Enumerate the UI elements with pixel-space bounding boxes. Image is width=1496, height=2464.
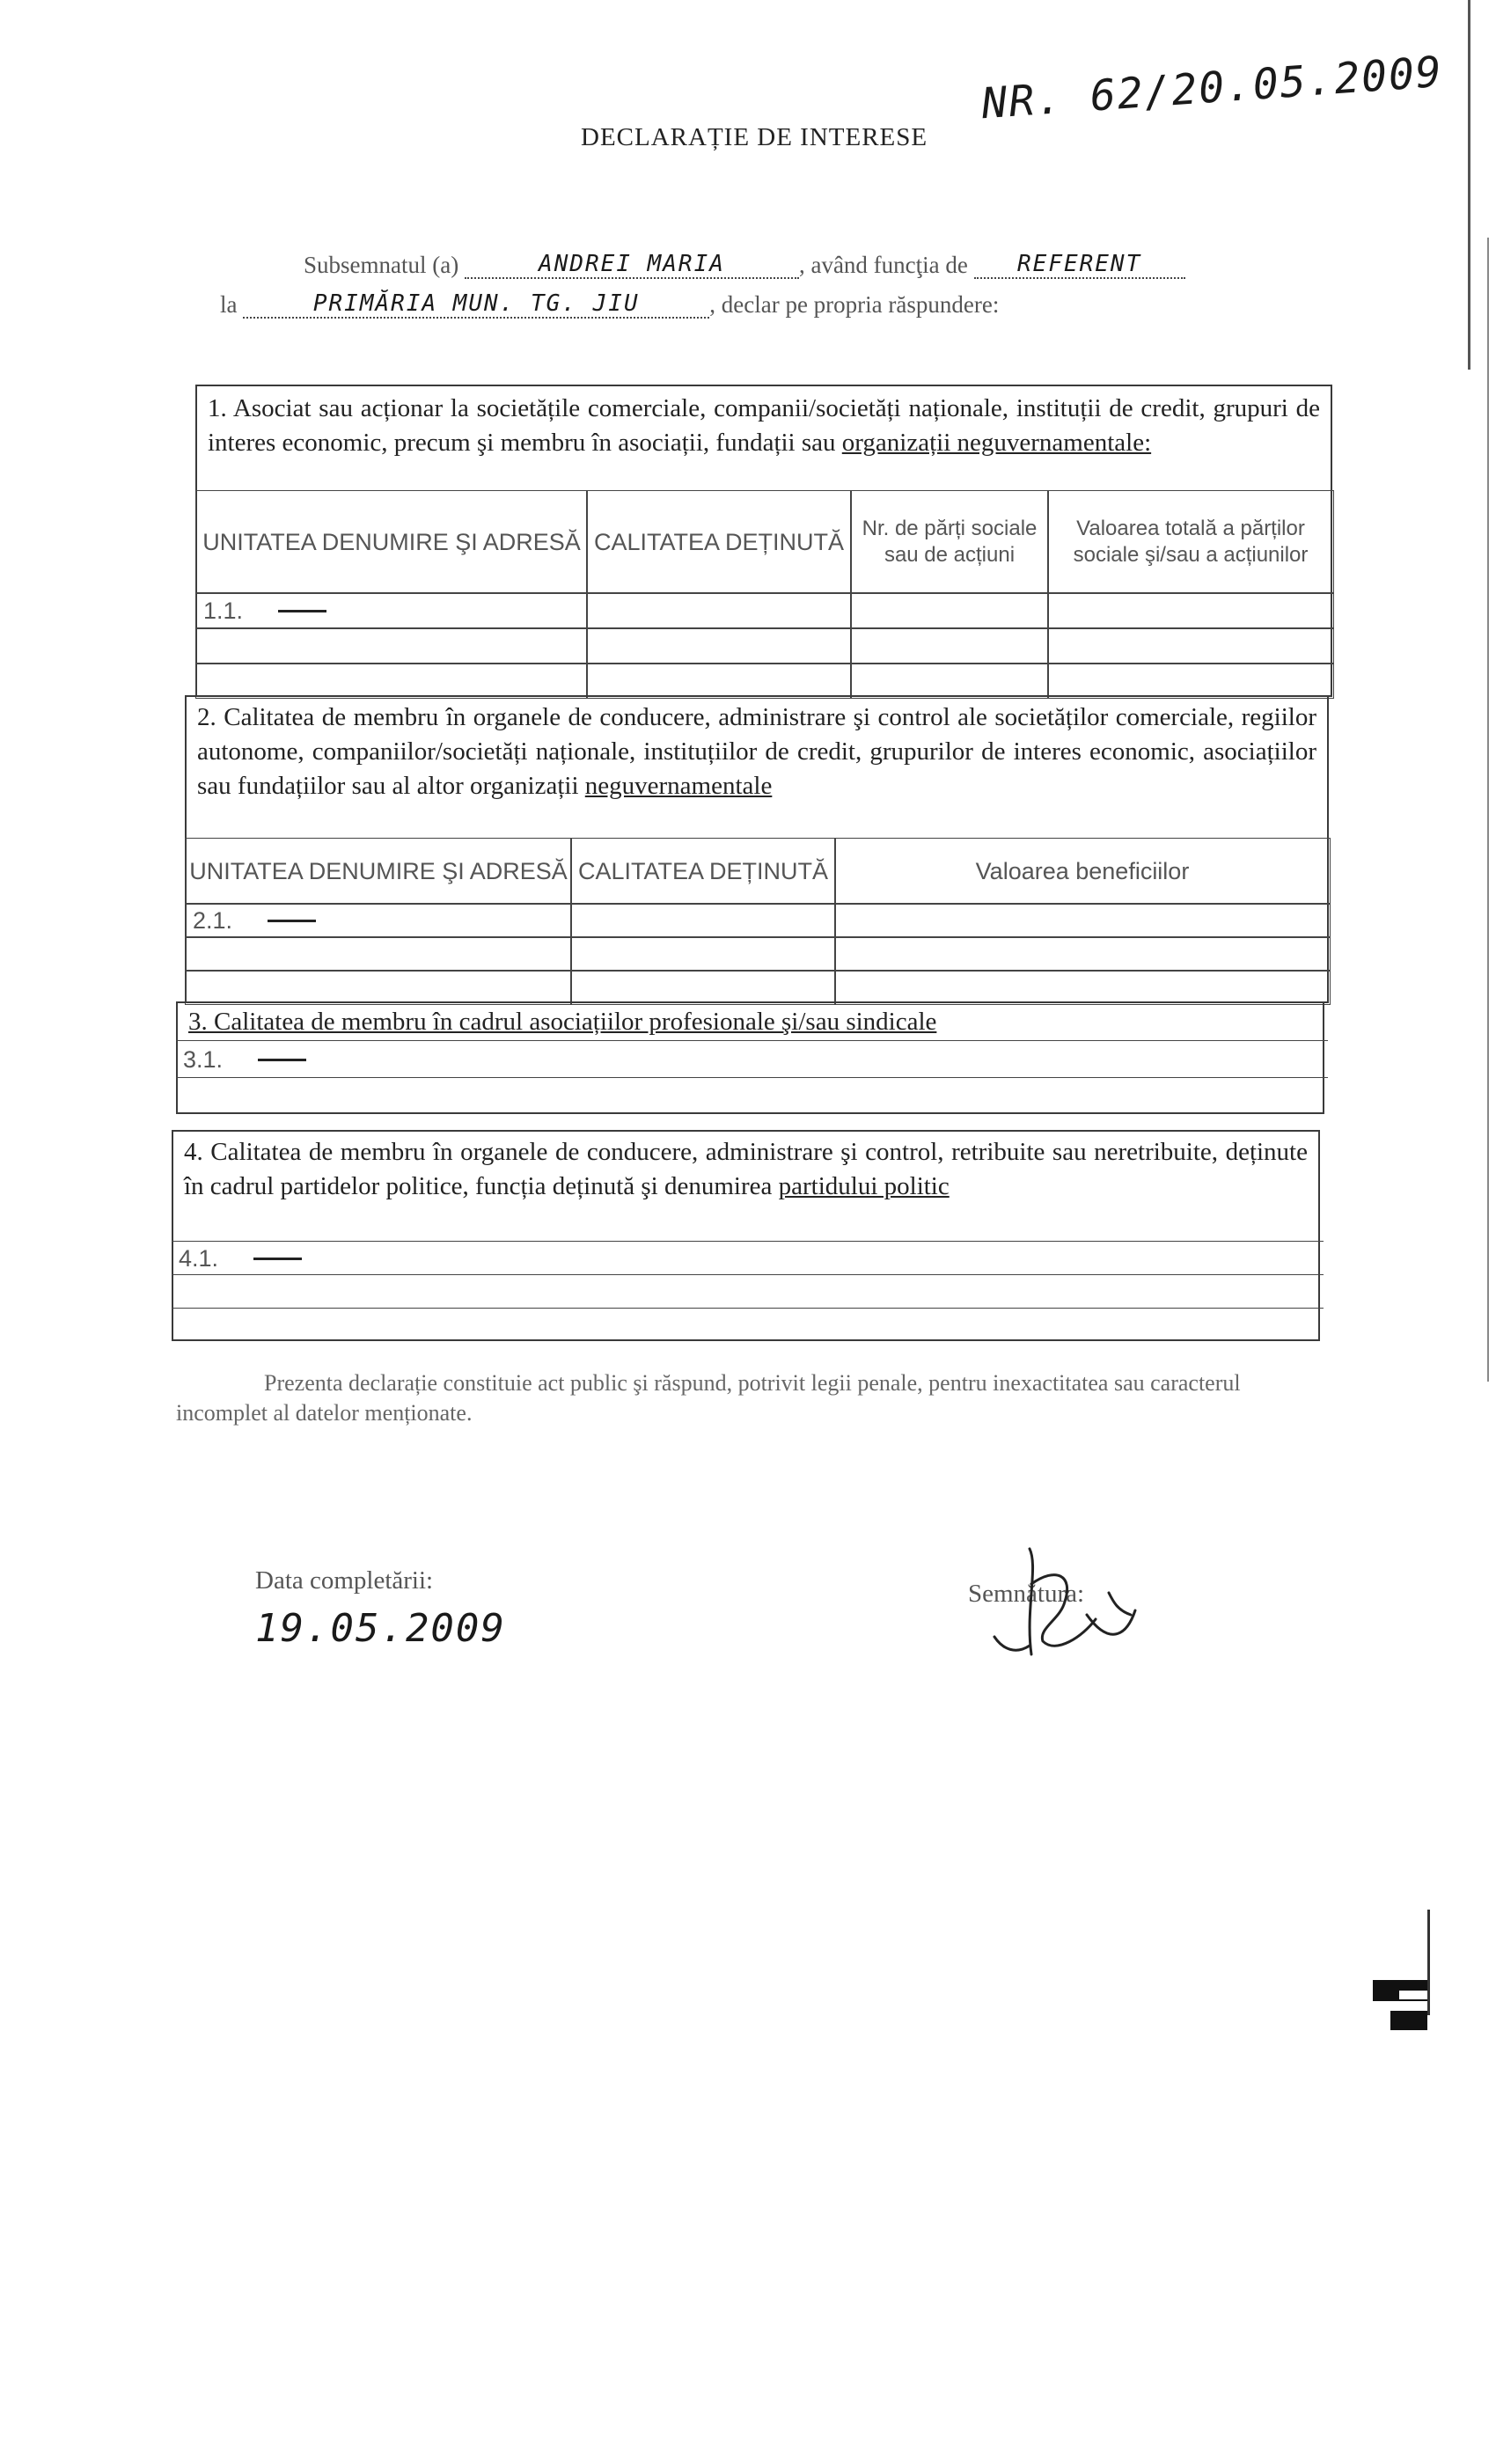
s2-col-role: CALITATEA DEȚINUTĂ — [570, 838, 836, 905]
s4-row-2 — [172, 1274, 1324, 1309]
section-2 — [185, 695, 1329, 1003]
empty-dash — [253, 1258, 302, 1260]
s1-col-shares: Nr. de părți sociale sau de acțiuni — [850, 490, 1049, 594]
s1-row-1-value — [1047, 592, 1334, 629]
s1-row-2-shares — [850, 627, 1049, 664]
section-4 — [172, 1130, 1320, 1341]
function-label: , având funcţia de — [798, 252, 968, 278]
scan-mark — [1390, 2011, 1427, 2030]
scan-edge-line — [1468, 0, 1470, 370]
section-4-heading: 4. Calitatea de membru în organele de conducere, administrare şi control, retribuite sau neretribuite, deținute în cadrul partidelor politice, funcția deținută şi denumirea partidului politic — [184, 1138, 1308, 1200]
empty-dash — [278, 610, 326, 612]
s2-row-2 — [185, 936, 572, 972]
declarant-institution: PRIMĂRIA MUN. TG. JIU — [243, 290, 709, 319]
s2-row-3-benefits — [834, 970, 1331, 1005]
intro-line-1 — [304, 251, 1185, 279]
s1-row-1-shares — [850, 592, 1049, 629]
section-1-heading: 1. Asociat sau acționar la societățile comerciale, companii/societăți naționale, instituții de credit, grupuri de interes economic, precum şi membru în asociații, fundații sau organizații neguvernamentale: — [208, 394, 1320, 457]
scan-edge-line — [1427, 1910, 1430, 2015]
s4-row-1: 4.1. — [172, 1241, 1324, 1276]
s1-col-role: CALITATEA DEȚINUTĂ — [586, 490, 852, 594]
section-3 — [176, 1001, 1324, 1114]
section-2-heading: 2. Calitatea de membru în organele de conducere, administrare şi control ale societăților comerciale, regiilor autonome, companiilor/societăți naționale, instituțiilor de credit, grupurilor de interes economic, asociațiilor sau fundațiilor sau al altor organizații neguvernamentale — [197, 703, 1316, 800]
s1-row-1: 1.1. — [195, 592, 588, 629]
s4-row-3 — [172, 1308, 1324, 1343]
intro-line-2 — [220, 290, 999, 319]
institution-label: la — [220, 291, 238, 318]
signature-label: Semnătura: — [968, 1580, 1085, 1608]
s2-col-unit: UNITATEA DENUMIRE ŞI ADRESĂ — [185, 838, 572, 905]
s2-row-1-role — [570, 903, 836, 938]
section-3-heading: 3. Calitatea de membru în cadrul asociațiilor profesionale şi/sau sindicale — [188, 1008, 937, 1036]
s3-row-2 — [176, 1077, 1328, 1116]
s2-row-3-role — [570, 970, 836, 1005]
s1-row-1-role — [586, 592, 852, 629]
scan-edge-line — [1487, 238, 1489, 1382]
declarant-function: REFERENT — [974, 251, 1185, 279]
s1-row-3-shares — [850, 663, 1049, 699]
s1-row-3-role — [586, 663, 852, 699]
empty-dash — [268, 920, 316, 922]
s2-row-2-benefits — [834, 936, 1331, 972]
page-title: DECLARAȚIE DE INTERESE — [581, 123, 928, 151]
s2-row-3 — [185, 970, 572, 1005]
registration-number: NR. 62/20.05.2009 — [979, 47, 1445, 129]
section-1 — [195, 385, 1332, 697]
closing-statement: Prezenta declarație constituie act public şi răspund, potrivit legii penale, pentru inexactitatea sau caracterul incomplet al datelor menționate. — [176, 1370, 1241, 1426]
s1-row-2-role — [586, 627, 852, 664]
declarant-name: ANDREI MARIA — [465, 251, 799, 279]
s1-row-3 — [195, 663, 588, 699]
declare-text: , declar pe propria răspundere: — [709, 291, 1000, 318]
s1-row-2-value — [1047, 627, 1334, 664]
s2-row-1: 2.1. — [185, 903, 572, 938]
scan-mark — [1399, 1991, 1427, 1999]
intro-prefix: Subsemnatul (a) — [304, 252, 459, 278]
s2-col-benefits: Valoarea beneficiilor — [834, 838, 1331, 905]
handwritten-signature — [977, 1531, 1179, 1672]
date-label: Data completării: — [255, 1566, 434, 1595]
s1-col-value: Valoarea totală a părților sociale şi/sau a acțiunilor — [1047, 490, 1334, 594]
s1-row-3-value — [1047, 663, 1334, 699]
date-value: 19.05.2009 — [255, 1606, 506, 1651]
s1-row-2 — [195, 627, 588, 664]
empty-dash — [258, 1059, 306, 1061]
s2-row-1-benefits — [834, 903, 1331, 938]
s2-row-2-role — [570, 936, 836, 972]
s3-row-1: 3.1. — [176, 1040, 1328, 1079]
s1-col-unit: UNITATEA DENUMIRE ŞI ADRESĂ — [195, 490, 588, 594]
